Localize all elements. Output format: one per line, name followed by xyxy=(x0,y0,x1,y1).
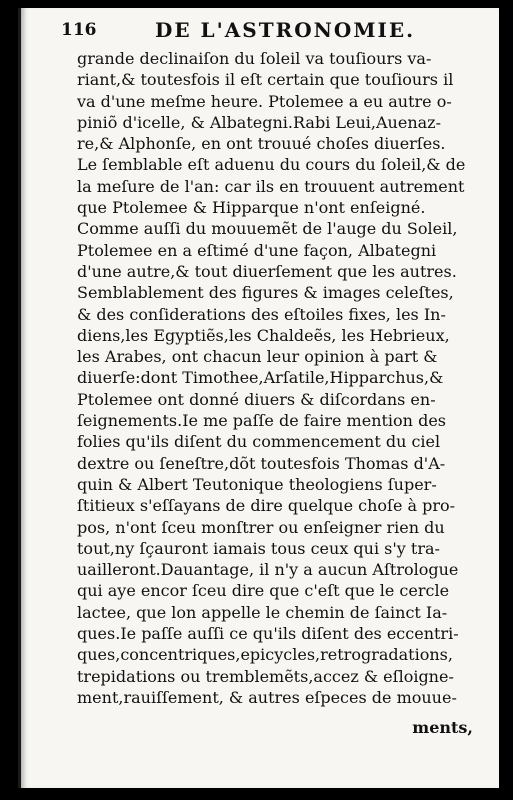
text-line: grande declinaiſon du ſoleil va touſiours va- xyxy=(77,49,432,68)
text-line: Ptolemee ont donné diuers & diſcordans en- xyxy=(77,389,436,409)
text-line: diuerſe:dont Timothee,Arſatile,Hipparchus,& xyxy=(77,368,444,388)
text-line: & des conſiderations des eſtoiles fixes, les In- xyxy=(77,304,446,324)
running-head: DE L'ASTRONOMIE. xyxy=(155,18,416,42)
text-line: folies qu'ils diſent du commencement du ciel xyxy=(77,432,441,452)
text-line: uailleront.Dauantage, il n'y a aucun Aſtrologue xyxy=(77,560,459,580)
text-line: riant,& toutesfois il eſt certain que touſiours il xyxy=(77,70,454,90)
text-line: d'une autre,& tout diuerſement que les autres. xyxy=(77,261,457,281)
text-line: piniõ d'icelle, & Albategni.Rabi Leui,Auenaz- xyxy=(77,112,441,132)
text-line: diens,les Egyptiẽs,les Chaldeẽs, les Hebrieux, xyxy=(77,325,450,345)
text-line: la meſure de l'an: car ils en trouuent autrement xyxy=(77,176,465,196)
catchword: ments, xyxy=(412,718,473,737)
text-line: les Arabes, ont chacun leur opinion à part & xyxy=(77,347,438,367)
text-line: trepidations ou tremblemẽts,accez & eſloigne- xyxy=(77,666,454,686)
text-line: Semblablement des figures & images celeſtes, xyxy=(77,283,454,303)
text-line: ment,rauiſſement, & autres eſpeces de mouue- xyxy=(77,687,457,707)
page-number: 116 xyxy=(61,20,97,40)
text-line: ſtitieux s'eſſayans de dire quelque choſe à pro- xyxy=(77,496,456,516)
text-line: quin & Albert Teutonique theologiens ſuper- xyxy=(77,474,437,494)
text-line: pos, n'ont ſceu monſtrer ou enſeigner rien du xyxy=(77,517,445,537)
text-line: Le ſemblable eſt aduenu du cours du ſoleil,& de xyxy=(77,155,466,175)
text-line: ſeignements.Ie me paſſe de faire mention des xyxy=(77,411,446,431)
text-line: re,& Alphonſe, en ont trouué choſes diuerſes. xyxy=(77,134,446,154)
text-line: Comme auſſi du mouuemẽt de l'auge du Soleil, xyxy=(77,219,458,239)
book-page xyxy=(18,8,499,788)
text-line: Ptolemee en a eſtimé d'une façon, Albategni xyxy=(77,240,437,260)
text-line: lactee, que lon appelle le chemin de ſainct Ia- xyxy=(77,602,448,622)
text-line: tout,ny ſçauront iamais tous ceux qui s'y tra- xyxy=(77,538,440,558)
text-line: ques.Ie paſſe auſſi ce qu'ils diſent des eccentri- xyxy=(77,624,459,644)
text-line: va d'une meſme heure. Ptolemee a eu autre o- xyxy=(77,91,452,111)
text-line: ques,concentriques,epicycles,retrogradations, xyxy=(77,645,453,665)
page-header xyxy=(61,18,481,48)
text-line: que Ptolemee & Hipparque n'ont enſeigné. xyxy=(77,198,426,218)
body-text xyxy=(77,48,472,708)
text-line: qui aye encor ſceu dire que c'eſt que le cercle xyxy=(77,581,450,601)
text-line: dextre ou ſeneſtre,dõt toutesfois Thomas d'A- xyxy=(77,453,446,473)
